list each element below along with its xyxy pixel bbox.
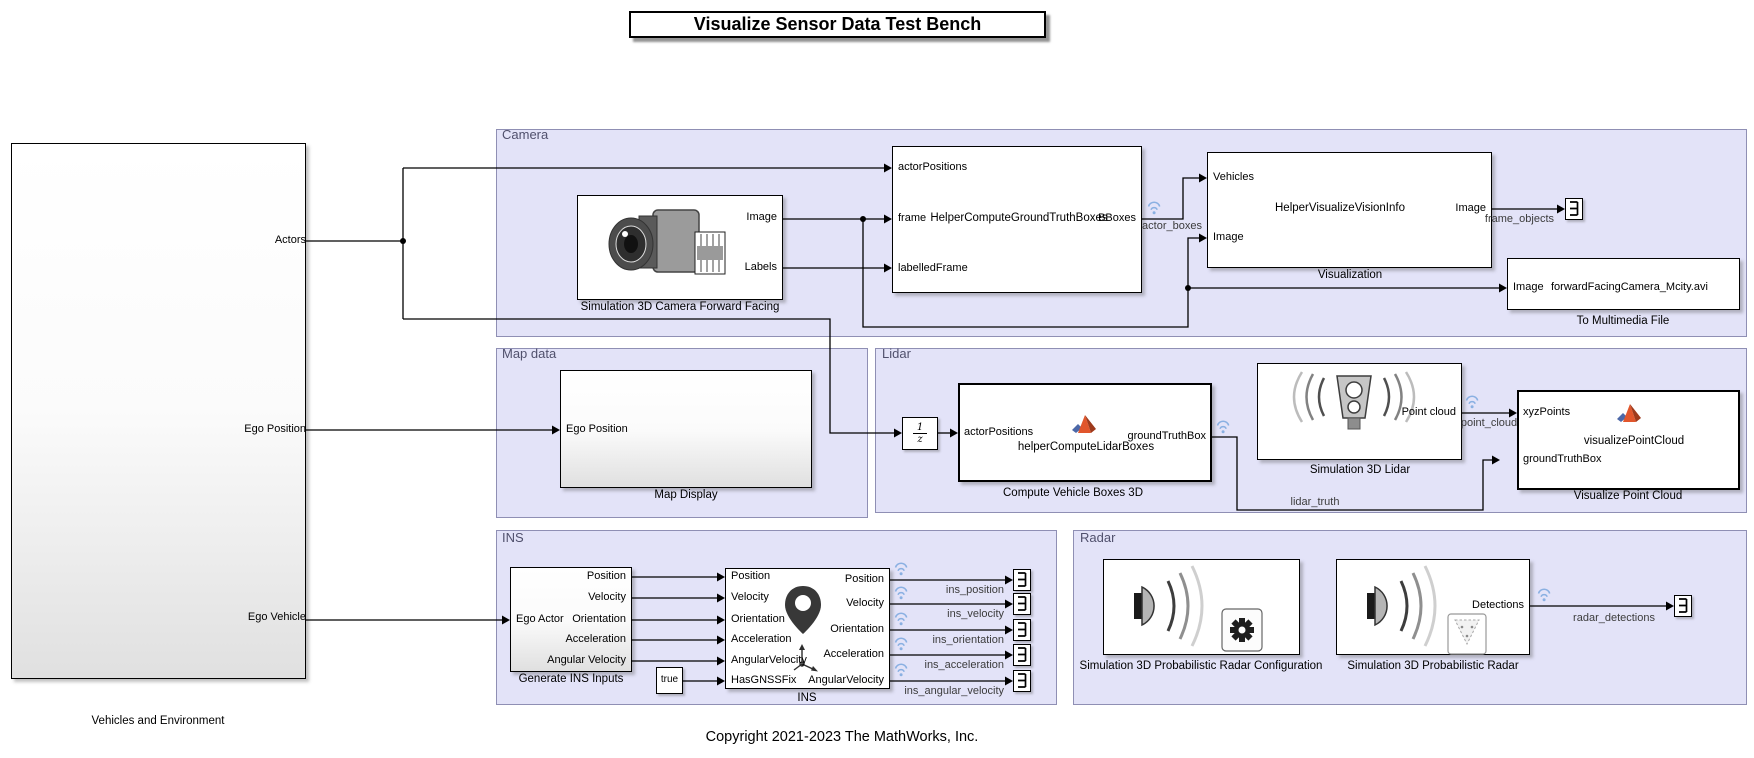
port-vehicles: Vehicles — [1213, 171, 1254, 183]
terminator-ins-acceleration[interactable] — [1013, 644, 1031, 666]
ins-block-label: INS — [797, 692, 817, 704]
port-frame: frame — [898, 212, 927, 224]
unit-delay-denominator: z — [913, 433, 926, 445]
simulation-3d-lidar-label: Simulation 3D Lidar — [1309, 464, 1411, 476]
port-ins-orientation-in: Orientation — [731, 613, 785, 625]
terminator-icon — [1014, 645, 1029, 664]
port-ins-velocity-out: Velocity — [846, 597, 884, 609]
compute-lidar-boxes-name: helperComputeLidarBoxes — [1017, 441, 1155, 453]
copyright-text: Copyright 2021-2023 The MathWorks, Inc. — [705, 729, 979, 745]
multimedia-filename: forwardFacingCamera_Mcity.avi — [1551, 281, 1708, 293]
generate-ins-inputs-label: Generate INS Inputs — [518, 673, 624, 685]
ground-truth-boxes-name: HelperComputeGroundTruthBoxes — [930, 212, 1108, 224]
to-multimedia-file-label: To Multimedia File — [1576, 315, 1670, 327]
port-ins-angularvelocity-out: AngularVelocity — [808, 674, 884, 686]
terminator-frame-objects[interactable] — [1565, 198, 1583, 220]
port-image-multimedia: Image — [1513, 281, 1544, 293]
camera-block-label: Simulation 3D Camera Forward Facing — [580, 301, 780, 313]
port-gen-position: Position — [586, 570, 626, 582]
port-ins-acceleration-out: Acceleration — [823, 648, 884, 660]
port-gen-orientation: Orientation — [572, 613, 626, 625]
port-actorpositions-lidar: actorPositions — [964, 426, 1034, 438]
port-xyzpoints: xyzPoints — [1523, 406, 1571, 418]
logging-badge-icons — [896, 202, 1550, 676]
port-ego-actor: Ego Actor — [516, 613, 564, 625]
terminator-icon — [1014, 671, 1029, 690]
terminator-radar-detections[interactable] — [1674, 595, 1692, 617]
region-radar-label: Radar — [1080, 530, 1116, 545]
port-actorpositions: actorPositions — [898, 161, 968, 173]
port-bboxes: BBoxes — [1098, 212, 1136, 224]
terminator-icon — [1014, 594, 1029, 613]
region-camera-label: Camera — [502, 127, 549, 142]
port-point-cloud: Point cloud — [1401, 406, 1456, 418]
port-groundtruthbox-out: groundTruthBox — [1127, 430, 1206, 442]
terminator-icon — [1014, 620, 1029, 639]
signal-frame-objects: frame_objects — [1484, 213, 1554, 225]
visualize-vision-info-name: HelperVisualizeVisionInfo — [1275, 202, 1405, 214]
terminator-icon — [1014, 570, 1029, 589]
signal-lidar-truth: lidar_truth — [1290, 496, 1340, 508]
port-gen-angular-velocity: Angular Velocity — [547, 654, 626, 666]
port-ins-acceleration-in: Acceleration — [731, 633, 792, 645]
terminator-ins-position[interactable] — [1013, 569, 1031, 591]
map-display-label: Map Display — [654, 489, 718, 501]
signal-ins-position: ins_position — [945, 584, 1004, 596]
region-ins-label: INS — [502, 530, 524, 545]
signal-point-cloud: point_cloud — [1460, 417, 1518, 429]
port-ego-position-in: Ego Position — [566, 423, 628, 435]
radar-config-label: Simulation 3D Probabilistic Radar Configuration — [1079, 660, 1323, 672]
matlab-logo-icon — [1072, 415, 1096, 433]
signal-ins-velocity: ins_velocity — [947, 608, 1004, 620]
region-map-data-label: Map data — [502, 346, 557, 361]
port-ins-position-in: Position — [731, 570, 771, 582]
terminator-ins-angular-velocity[interactable] — [1013, 670, 1031, 692]
port-image-out2: Image — [1455, 202, 1486, 214]
signal-ins-angular-velocity: ins_angular_velocity — [904, 685, 1004, 697]
camera-icon — [609, 210, 725, 274]
signal-ins-orientation: ins_orientation — [932, 634, 1004, 646]
vehicles-environment-label: Vehicles and Environment — [91, 715, 225, 727]
port-ins-position-out: Position — [844, 573, 884, 585]
radar-config-icon — [1134, 566, 1262, 651]
port-image-in: Image — [1213, 231, 1244, 243]
location-pin-icon — [785, 586, 821, 634]
port-detections: Detections — [1472, 599, 1524, 611]
terminator-ins-orientation[interactable] — [1013, 619, 1031, 641]
lidar-icon — [1294, 372, 1414, 429]
port-ego-position: Ego Position — [244, 423, 306, 435]
port-gen-velocity: Velocity — [588, 591, 626, 603]
unit-delay-numerator: 1 — [916, 422, 924, 433]
visualize-point-cloud-label: Visualize Point Cloud — [1573, 490, 1683, 502]
radar-block-label: Simulation 3D Probabilistic Radar — [1347, 660, 1519, 672]
true-constant-block[interactable]: true — [656, 667, 683, 694]
port-groundtruthbox-in: groundTruthBox — [1523, 453, 1602, 465]
terminator-ins-velocity[interactable] — [1013, 593, 1031, 615]
port-labelledframe: labelledFrame — [898, 262, 968, 274]
port-ego-vehicle: Ego Vehicle — [247, 611, 306, 623]
port-ins-angularvelocity-in: AngularVelocity — [731, 654, 807, 666]
port-ins-orientation-out: Orientation — [830, 623, 884, 635]
terminator-icon — [1566, 199, 1581, 218]
signal-actor-boxes: actor_boxes — [1142, 220, 1202, 232]
visualization-label: Visualization — [1317, 269, 1383, 281]
port-ins-velocity-in: Velocity — [731, 591, 769, 603]
port-labels-out: Labels — [744, 261, 777, 273]
radar-icon — [1367, 566, 1486, 654]
compute-vehicle-boxes-label: Compute Vehicle Boxes 3D — [1003, 487, 1143, 499]
region-lidar-label: Lidar — [882, 346, 911, 361]
port-ins-hasgnssfix-in: HasGNSSFix — [731, 674, 797, 686]
port-gen-acceleration: Acceleration — [565, 633, 626, 645]
port-image-out: Image — [746, 211, 777, 223]
model-title: Visualize Sensor Data Test Bench — [629, 11, 1046, 38]
port-actors: Actors — [274, 234, 306, 246]
signal-radar-detections: radar_detections — [1573, 612, 1655, 624]
matlab-logo-icon — [1617, 404, 1641, 422]
terminator-icon — [1675, 596, 1690, 615]
visualize-point-cloud-name: visualizePointCloud — [1583, 435, 1685, 447]
signal-ins-acceleration: ins_acceleration — [924, 659, 1004, 671]
